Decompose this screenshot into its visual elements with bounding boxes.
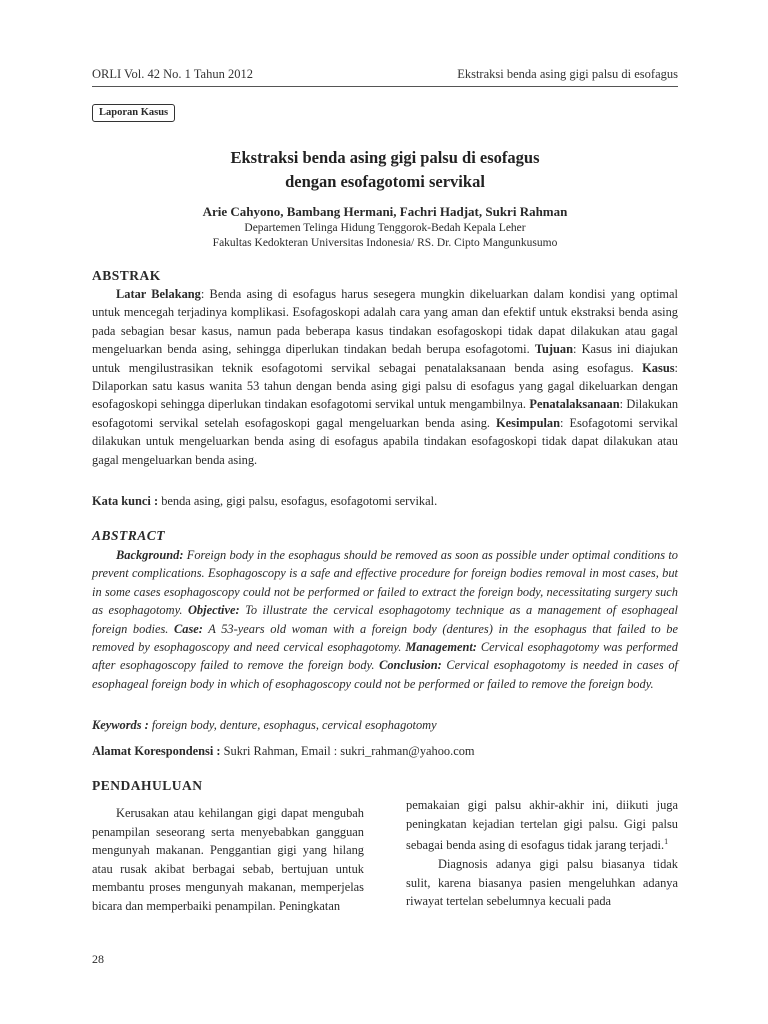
keywords — [92, 716, 678, 734]
body-columns — [92, 798, 678, 916]
journal-citation: ORLI Vol. 42 No. 1 Tahun 2012 — [92, 67, 253, 81]
article-title — [92, 146, 678, 194]
objective-label: Objective: — [187, 603, 240, 618]
intro-paragraph-1: Kerusakan atau kehilangan gigi dapat mengubah penampilan seseorang serta menyebabkan gangguan mengunyah makanan. Penggantian gigi yang hilang atau rusak akibat berbagai sebab, bertujuan untuk membantu proses mengunyah makanan, memperjelas bicara dan memperbaiki penampilan. Peningkatan — [92, 806, 364, 913]
conclusion-text: Cervical esophagotomy is needed in cases of esophageal foreign body in which of esophagoscopy could not be performed or failed to remove the foreign body. — [92, 658, 678, 691]
kata-kunci — [92, 492, 678, 510]
correspondence-text: Sukri Rahman, Email : sukri_rahman@yahoo.com — [220, 744, 475, 758]
tujuan-text: : Kasus ini diajukan untuk mengilustrasikan teknik esofagotomi servikal sebagai penatalaksanaan benda asing esofagus. — [92, 342, 678, 375]
conclusion-label: Conclusion: — [379, 658, 442, 673]
title-line-1: Ekstraksi benda asing gigi palsu di esofagus — [230, 148, 540, 167]
pendahuluan-heading: PENDAHULUAN — [92, 778, 203, 793]
keywords-text: foreign body, denture, esophagus, cervical esophagotomy — [148, 718, 437, 732]
penatalaksanaan-label: Penatalaksanaan — [529, 397, 620, 412]
case-text: A 53-years old woman with a foreign body (dentures) in the esophagus that failed to be removed by esophagoscopy and need cervical esophagotomy. — [92, 621, 678, 655]
case-label: Case: — [173, 621, 203, 636]
running-header — [92, 67, 678, 87]
background-text: Foreign body in the esophagus should be removed as soon as possible under optimal conditions to prevent complications. Esophagoscopy is a safe and effective procedure for foreign bodies removal in most cases, but in some cases esophagoscopy could not be performed or failed to extract the foreign body, necessitating surgery such as esophagotomy. — [92, 548, 678, 618]
intro-continued-text: pemakaian gigi palsu akhir-akhir ini, diikuti juga peningkatan kejadian tertelan gigi palsu. Gigi palsu sebagai benda asing di esofagus tidak jarang terjadi. — [406, 798, 678, 853]
kesimpulan-text: : Esofagotomi servikal dilakukan untuk mengeluarkan benda asing di esofagus apabila tindakan esofagoskopi tidak dapat dilakukan atau gagal mengeluarkan benda asing. — [92, 415, 678, 467]
running-title: Ekstraksi benda asing gigi palsu di esofagus — [457, 67, 678, 81]
management-label: Management: — [405, 640, 477, 655]
kasus-text: : Dilaporkan satu kasus wanita 53 tahun dengan benda asing gigi palsu di esofagus yang gagal dikeluarkan dengan esofagoskopi sehingga diperlukan tindakan esofagotomi servikal untuk mengambilnya. — [92, 360, 678, 412]
abstract-body — [92, 546, 678, 693]
intro-paragraph-2: Diagnosis adanya gigi palsu biasanya tidak sulit, karena biasanya pasien mengeluhkan adanya riwayat tertelan sebelumnya kecuali pada — [406, 856, 678, 909]
kata-kunci-text: benda asing, gigi palsu, esofagus, esofagotomi servikal. — [158, 494, 438, 508]
intro-paragraph-continued — [406, 796, 678, 855]
abstract-paragraph — [92, 546, 678, 693]
affiliation-line-1: Departemen Telinga Hidung Tenggorok-Bedah Kepala Leher — [244, 222, 526, 234]
latar-text: : Benda asing di esofagus harus sesegera mungkin dikeluarkan dalam kondisi yang optimal untuk mencegah terjadinya komplikasi. Esofagoskopi adalah cara yang aman dan efektif untuk ekstraksi benda asing pada sebagian besar kasus, namun pada beberapa kasus tindakan esofagoskopi tidak dapat dilakukan atau gagal mengeluarkan benda asing, sehingga diperlukan tindakan bedah berupa esofagotomi. — [92, 287, 678, 357]
page-number: 28 — [92, 952, 104, 966]
abstrak-heading: ABSTRAK — [92, 268, 161, 283]
penatalaksanaan-text: : Dilakukan esofagotomi servikal setelah esofagoskopi gagal mengeluarkan benda asing. — [92, 397, 679, 430]
abstrak-paragraph — [92, 285, 678, 469]
background-label: Background: — [116, 548, 184, 562]
reference-marker: 1 — [664, 837, 669, 847]
author-list: Arie Cahyono, Bambang Hermani, Fachri Hadjat, Sukri Rahman — [202, 204, 568, 219]
kata-kunci-label: Kata kunci : — [92, 494, 159, 508]
affiliation-line-2: Fakultas Kedokteran Universitas Indonesia/ RS. Dr. Cipto Mangunkusumo — [212, 237, 558, 249]
tujuan-label: Tujuan — [534, 342, 573, 357]
title-line-2: dengan esofagotomi servikal — [285, 172, 485, 191]
affiliation — [92, 221, 678, 251]
correspondence-label: Alamat Korespondensi : — [92, 744, 221, 758]
objective-text: To illustrate the cervical esophagotomy technique as a management of esophageal foreign bodies. — [92, 603, 678, 636]
keywords-label: Keywords : — [92, 718, 149, 732]
right-column — [406, 796, 678, 916]
abstrak-body — [92, 285, 678, 469]
left-column — [92, 804, 364, 916]
management-text: Cervical esophagotomy was performed after esophagoscopy failed to remove the foreign body. — [92, 640, 678, 673]
article-type-badge: Laporan Kasus — [92, 104, 175, 122]
journal-page — [92, 0, 678, 1024]
correspondence — [92, 742, 678, 760]
kesimpulan-label: Kesimpulan — [495, 415, 561, 430]
kasus-label: Kasus — [642, 360, 675, 375]
abstract-heading: ABSTRACT — [92, 528, 166, 543]
latar-label: Latar Belakang — [116, 287, 201, 301]
